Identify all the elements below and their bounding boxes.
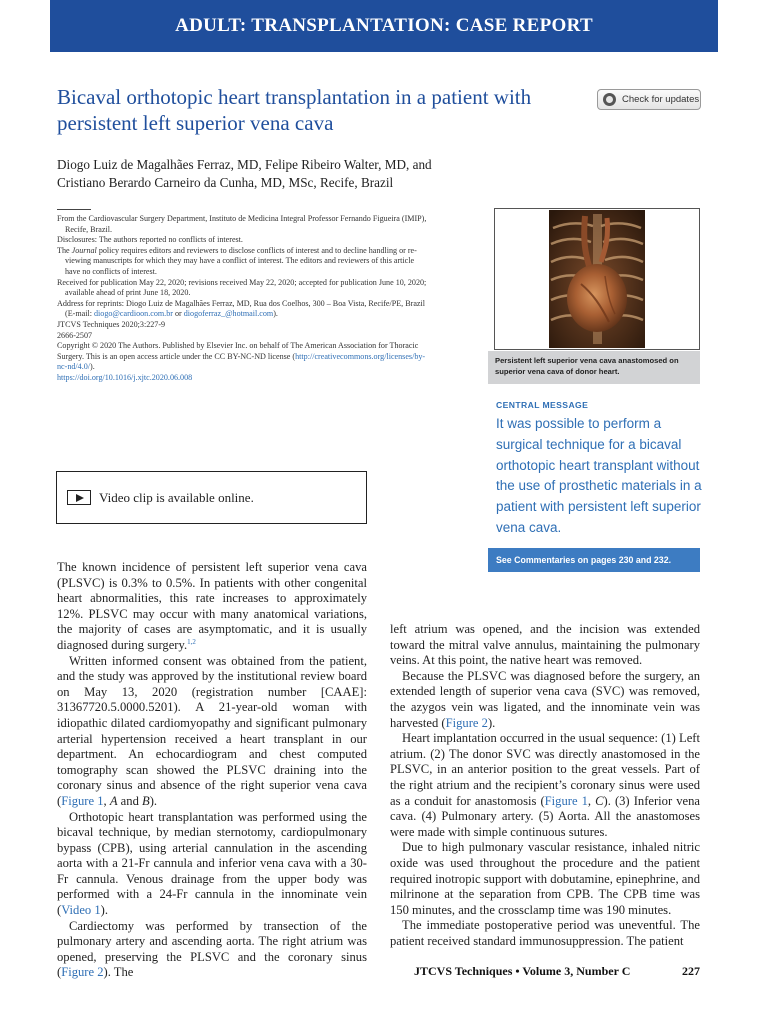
crossmark-icon — [603, 93, 616, 106]
article-footnotes — [57, 214, 475, 384]
doi-link[interactable]: https://doi.org/10.1016/j.xjtc.2020.06.008 — [57, 372, 193, 382]
heart-ct-render-image — [549, 210, 645, 348]
video-clip-notice[interactable] — [56, 471, 367, 524]
paragraph: Cardiectomy was performed by transection of the pulmonary artery and ascending aorta. The right atrium was opened, preserving the PLSVC and the coronary sinus (Figure 2). The — [57, 918, 367, 980]
received-dates: Received for publication May 22, 2020; revisions received May 22, 2020; accepted for publication June 10, 2020; — [57, 277, 427, 287]
body-column-right — [390, 622, 700, 949]
video-1-link[interactable]: Video 1 — [61, 903, 101, 918]
check-for-updates-button[interactable] — [597, 89, 701, 110]
central-message-text: It was possible to perform a surgical technique for a bicaval orthotopic heart transplant without the use of prosthetic materials in a patient with persistent left superior vena cava. — [496, 416, 702, 535]
email-link-1[interactable]: diogo@cardioon.com.br — [94, 309, 173, 319]
affiliation: From the Cardiovascular Surgery Department, Instituto de Medicina Integral Professor Fernando Figueira (IMIP), — [57, 214, 427, 223]
license-link[interactable]: http://creativecommons.org/licenses/by- — [295, 351, 426, 361]
paragraph: left atrium was opened, and the incision was extended toward the mitral valve annulus, maintaining the pulmonary veins. At this point, the native heart was removed. — [390, 622, 700, 668]
paragraph: The immediate postoperative period was uneventful. The patient received standard immunosuppression. The patient — [390, 918, 700, 948]
paragraph: Due to high pulmonary vascular resistance, inhaled nitric oxide was used throughout the procedure and the patient required inotropic support with dobutamine, epinephrine, and milrinone at the separation from CPB. The CPB time was 150 minutes, and the crossclamp time was 190 minutes. — [390, 840, 700, 917]
license-cont: nc-nd/4.0/). — [57, 362, 95, 372]
disclosures: Disclosures: The authors reported no conflicts of interest. — [57, 235, 243, 245]
citation-ref[interactable]: 1,2 — [187, 637, 196, 646]
figure-caption: Persistent left superior vena cava anastomosed on superior vena cava of donor heart. — [488, 351, 700, 384]
paragraph: Written informed consent was obtained from the patient, and the study was approved by the institutional review board on May 13, 2020 (registration number [CAAE]: 31367720.5.0000.5201). A 21-year-old woman with idiopathic dilated cardiomyopathy and significant pulmonary arterial hypertension received a heart transplant in our department. An echocardiogram and chest computed tomography scan showed the PLSVC draining into the coronary sinus and absence of the right superior vena cava (Figure 1, A and B). — [57, 653, 367, 808]
figure-1-link[interactable]: Figure 1 — [544, 793, 588, 808]
check-updates-label: Check for updates — [622, 94, 700, 105]
journal-policy-cont: viewing manuscripts for which they may have a conflict of interest. The editors and reviewers of this article — [65, 256, 415, 266]
license-link-cont[interactable]: nc-nd/4.0/ — [57, 362, 91, 372]
authors-line-1: Diogo Luiz de Magalhães Ferraz, MD, Felipe Ribeiro Walter, MD, and — [57, 157, 432, 172]
journal-policy: The Journal policy requires editors and reviewers to disclose conflicts of interest and to decline handling or re- — [57, 245, 417, 255]
body-column-left — [57, 560, 367, 981]
copyright: Copyright © 2020 The Authors. Published by Elsevier Inc. on behalf of The American Association for Thoracic — [57, 341, 419, 351]
central-message-label: CENTRAL MESSAGE — [496, 400, 589, 410]
affiliation-cont: Recife, Brazil. — [65, 224, 112, 234]
received-dates-cont: available ahead of print June 18, 2020. — [65, 288, 191, 298]
footnote-divider — [57, 209, 91, 210]
paragraph: Because the PLSVC was diagnosed before the surgery, an extended length of superior vena cava (SVC) was removed, the azygos vein was ligated, and the innominate vein was harvested (Figure 2). — [390, 668, 700, 730]
license: Surgery. This is an open access article under the CC BY-NC-ND license (http://creativecommons.org/licenses/by- — [57, 351, 426, 361]
journal-policy-cont-2: have no conflicts of interest. — [65, 266, 157, 276]
page-footer — [414, 964, 704, 979]
journal-reference: JTCVS Techniques 2020;3:227-9 — [57, 319, 166, 329]
paragraph: Orthotopic heart transplantation was performed using the bicaval technique, by median sternotomy, cardiopulmonary bypass (CPB), using arterial cannulation in the ascending aorta with a 21-Fr cannula and inferior vena cava with a 30-Fr cannula. Venous drainage from the upper body was performed with a 24-Fr cannula in the innominate vein (Video 1). — [57, 809, 367, 918]
article-title: Bicaval orthotopic heart transplantation in a patient with persistent left superior vena cava — [57, 85, 532, 135]
reprint-address: Address for reprints: Diogo Luiz de Magalhães Ferraz, MD, Rua dos Coelhos, 300 – Boa Vista, Recife/PE, Brazil — [57, 298, 426, 308]
commentaries-banner[interactable]: See Commentaries on pages 230 and 232. — [488, 548, 700, 572]
author-list — [57, 156, 487, 192]
paragraph: Heart implantation occurred in the usual sequence: (1) Left atrium. (2) The donor SVC was directly anastomosed in the PLSVC, in an anterior position to the great vessels. Part of the right atrium and the recipient’s coronary sinus were used as a conduit for anastomosis (Figure 1, C). (3) Inferior vena cava. (4) Pulmonary artery. (5) Aorta. All the anastomoses were made with simple continuous sutures. — [390, 731, 700, 839]
video-clip-label: Video clip is available online. — [99, 489, 254, 505]
play-icon — [67, 490, 91, 505]
banner-text: ADULT: TRANSPLANTATION: CASE REPORT — [175, 15, 593, 36]
figure-2-link[interactable]: Figure 2 — [445, 715, 488, 730]
reprint-emails: (E-mail: diogo@cardioon.com.br or diogoferraz_@hotmail.com). — [65, 309, 278, 319]
authors-line-2: Cristiano Berardo Carneiro da Cunha, MD, MSc, Recife, Brazil — [57, 175, 394, 190]
footer-journal: JTCVS Techniques • Volume 3, Number C — [414, 964, 631, 978]
section-banner — [50, 0, 718, 52]
email-link-2[interactable]: diogoferraz_@hotmail.com — [183, 309, 274, 319]
paragraph: The known incidence of persistent left superior vena cava (PLSVC) is 0.3% to 0.5%. In patients with other congenital heart abnormalities, this rate increases to approximately 12%. PLSVC may occur with many anatomical variations, the majority of cases are asymptomatic, and it is usually diagnosed during surgery.$^{1,2}$ — [57, 560, 367, 652]
figure-1-link[interactable]: Figure 1 — [61, 793, 104, 808]
page-number: 227 — [682, 964, 700, 978]
issn: 2666-2507 — [57, 330, 93, 340]
figure-2-link[interactable]: Figure 2 — [61, 965, 104, 980]
